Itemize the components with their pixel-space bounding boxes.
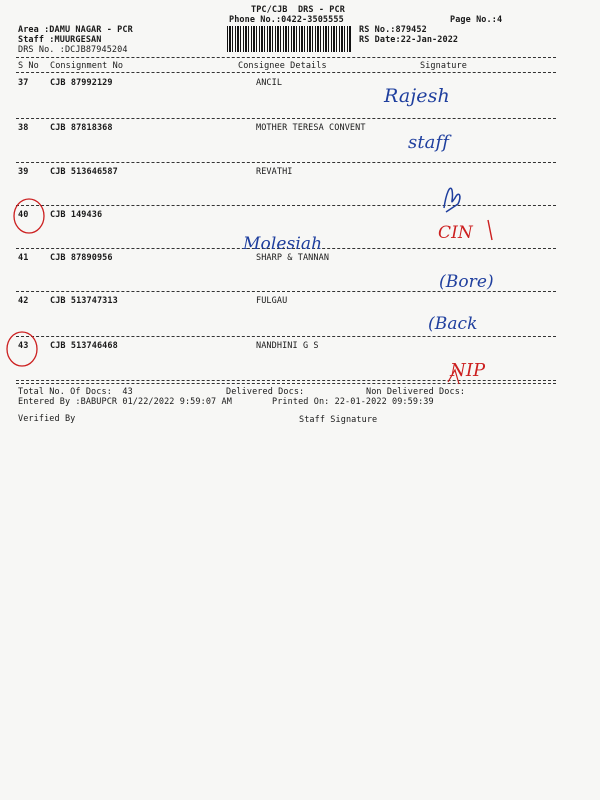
row-consignment: CJB 87890956 — [50, 253, 113, 263]
row-consignment: CJB 513746468 — [50, 341, 118, 351]
row-consignment: CJB 149436 — [50, 210, 103, 220]
row-sno: 38 — [18, 123, 29, 133]
drs-number: DRS No. :DCJB87945204 — [18, 45, 128, 55]
rs-number: RS No.:879452 — [359, 25, 427, 35]
column-header-consignment: Consignment No — [50, 61, 124, 71]
staff-label: Staff :MUURGESAN — [18, 35, 102, 45]
handwritten-signature-37: Rajesh — [384, 85, 450, 107]
verified-by: Verified By — [18, 414, 76, 424]
delivered-docs: Delivered Docs: — [226, 387, 305, 397]
red-tick-40 — [488, 220, 492, 240]
row-sno: 41 — [18, 253, 29, 263]
handwritten-name-41: Molesiah — [243, 234, 323, 254]
row-sno: 43 — [18, 341, 29, 351]
handwritten-signature-38: staff — [408, 132, 450, 153]
total-docs: Total No. Of Docs: 43 — [18, 387, 133, 397]
non-delivered-docs: Non Delivered Docs: — [366, 387, 466, 397]
page-number: Page No.:4 — [450, 15, 503, 25]
handwritten-signature-42: (Bore) — [439, 272, 494, 292]
rs-date: RS Date:22-Jan-2022 — [359, 35, 459, 45]
row-consignee: REVATHI — [256, 167, 293, 177]
row-consignment: CJB 513646587 — [50, 167, 118, 177]
row-consignee: NANDHINI G S — [256, 341, 319, 351]
printed-on: Printed On: 22-01-2022 09:59:39 — [272, 397, 434, 407]
row-consignment: CJB 87818368 — [50, 123, 113, 133]
column-header-consignee: Consignee Details — [238, 61, 327, 71]
column-header-sno: S No — [18, 61, 39, 71]
column-header-signature: Signature — [420, 61, 467, 71]
red-circle-43 — [7, 332, 37, 366]
document-title: TPC/CJB DRS - PCR — [251, 5, 345, 15]
entered-by: Entered By :BABUPCR 01/22/2022 9:59:07 AM — [18, 397, 232, 407]
area-label: Area :DAMU NAGAR - PCR — [18, 25, 133, 35]
row-consignee: SHARP & TANNAN — [256, 253, 330, 263]
row-consignee: ANCIL — [256, 78, 283, 88]
row-sno: 37 — [18, 78, 29, 88]
row-sno: 42 — [18, 296, 29, 306]
phone-number: Phone No.:0422-3505555 — [229, 15, 344, 25]
handwritten-mark-43: NIP — [450, 360, 486, 381]
handwritten-signature-43: (Back — [428, 314, 478, 334]
row-consignee: MOTHER TERESA CONVENT — [256, 123, 366, 133]
row-sno: 39 — [18, 167, 29, 177]
staff-signature: Staff Signature — [299, 415, 378, 425]
row-sno: 40 — [18, 210, 29, 220]
signature-scribble-39 — [444, 188, 460, 212]
handwritten-mark-40: CIN — [438, 223, 473, 243]
red-circle-40 — [14, 199, 44, 233]
row-consignment: CJB 513747313 — [50, 296, 118, 306]
row-consignment: CJB 87992129 — [50, 78, 113, 88]
row-consignee: FULGAU — [256, 296, 288, 306]
